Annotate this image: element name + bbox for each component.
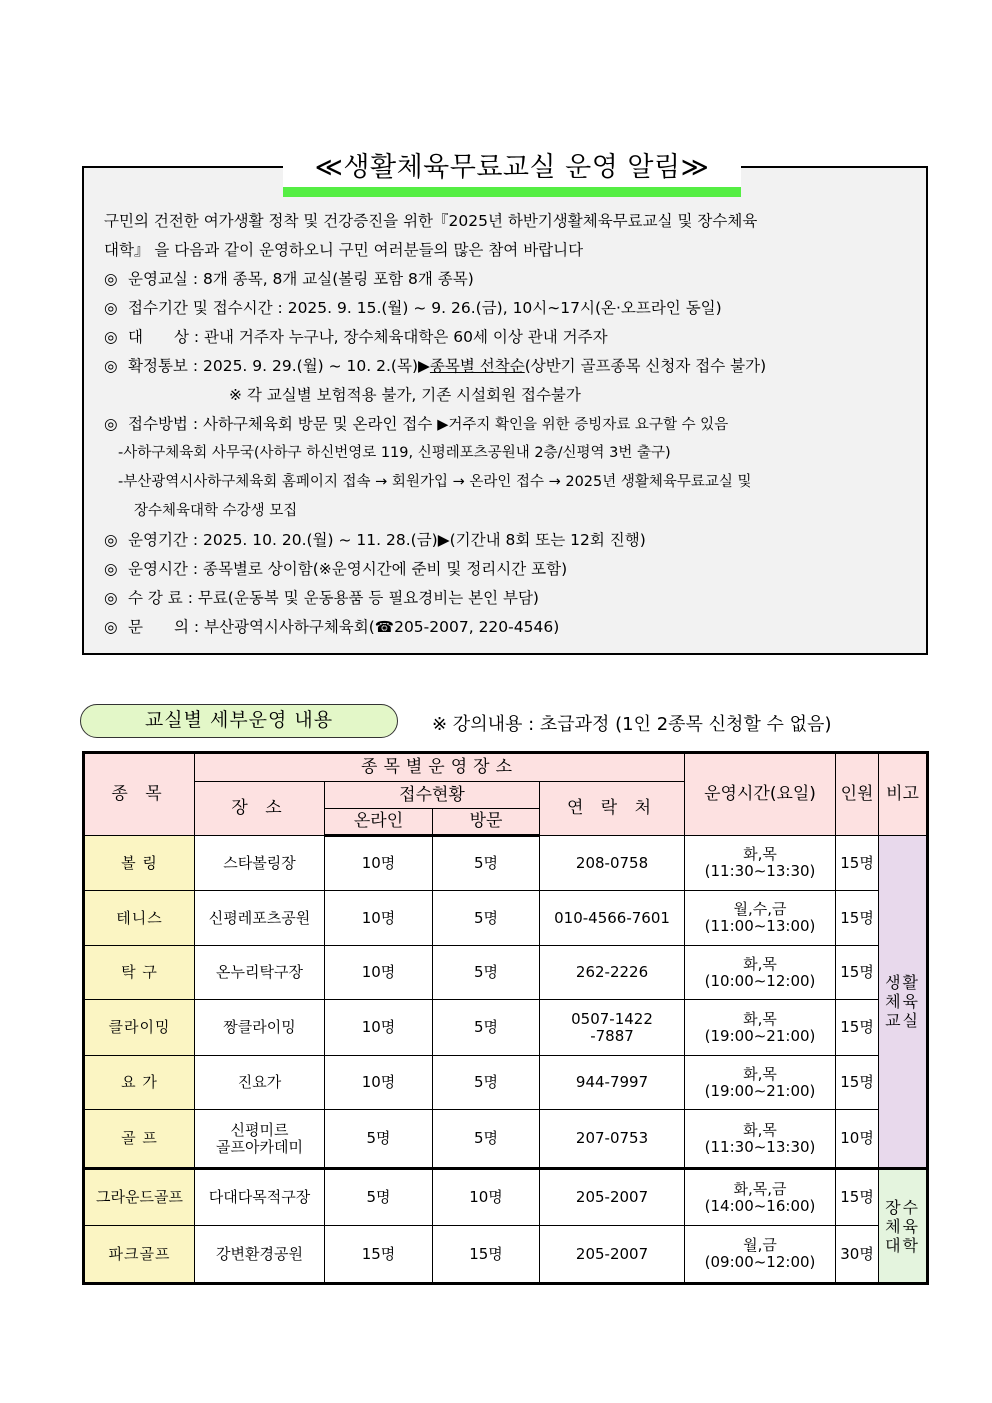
cell-sport: 파크골프 xyxy=(84,1226,195,1284)
cell-sport: 테니스 xyxy=(84,891,195,946)
item-text: 2025. 9. 29.(월) ~ 10. 2.(목)▶ xyxy=(202,357,430,375)
schedule-days: 월,금 xyxy=(743,1236,777,1254)
remarks-line: 장수 xyxy=(885,1197,920,1217)
contact-line: -7887 xyxy=(590,1026,634,1045)
item-label: 접수기간 및 접수시간 xyxy=(128,299,273,317)
notice-item-operation-period: ◎ 운영기간 : 2025. 10. 20.(월) ~ 11. 28.(금)▶(기간내 8회 또는 12회 진행) xyxy=(104,526,926,555)
cell-online: 10명 xyxy=(325,1056,433,1110)
title-underline-bar xyxy=(283,187,741,197)
cell-contact: 010-4566-7601 xyxy=(540,891,685,946)
cell-schedule xyxy=(685,1169,836,1226)
header-contact: 연 락 처 xyxy=(540,782,685,836)
cell-venue: 다대다목적구장 xyxy=(195,1169,325,1226)
item-label: 수 강 료 xyxy=(128,589,183,607)
cell-visit: 5명 xyxy=(433,1110,540,1169)
venue-line: 골프아카데미 xyxy=(216,1137,303,1156)
item-text: 무료(운동복 및 운동용품 등 필요경비는 본인 부담) xyxy=(197,589,539,607)
section-note: ※ 강의내용 : 초급과정 (1인 2종목 신청할 수 없음) xyxy=(432,714,832,735)
header-online: 온라인 xyxy=(325,809,433,836)
cell-capacity: 10명 xyxy=(836,1110,879,1169)
cell-venue: 온누리탁구장 xyxy=(195,946,325,1000)
notice-item-target: ◎ 대 상 : 관내 거주자 누구나, 장수체육대학은 60세 이상 관내 거주자 xyxy=(104,323,926,352)
cell-capacity: 15명 xyxy=(836,946,879,1000)
cell-visit: 5명 xyxy=(433,1056,540,1110)
cell-online: 10명 xyxy=(325,891,433,946)
table-row xyxy=(84,1000,928,1056)
bullet-icon: ◎ xyxy=(104,299,118,317)
cell-venue: 짱클라이밍 xyxy=(195,1000,325,1056)
method-office: -사하구체육회 사무국(사하구 하신번영로 119, 신평레포츠공원내 2층/신평역 3번 출구) xyxy=(118,445,671,461)
bullet-icon: ◎ xyxy=(104,415,118,433)
item-label: 운영시간 xyxy=(128,560,188,578)
header-sport: 종 목 xyxy=(84,753,195,836)
method-online: -부산광역시사하구체육회 홈페이지 접속 → 회원가입 → 온라인 접수 → 2025년 생활체육무료교실 및 xyxy=(118,474,752,490)
schedule-time: (11:30∼13:30) xyxy=(704,1137,816,1156)
header-capacity: 인원 xyxy=(836,753,879,836)
contact-line: 0507-1422 xyxy=(571,1009,653,1028)
table-row xyxy=(84,1110,928,1169)
bullet-icon: ◎ xyxy=(104,618,118,636)
header-remarks: 비고 xyxy=(879,753,928,836)
remarks-line: 체육 xyxy=(885,992,920,1011)
item-text: 사하구체육회 방문 및 온라인 접수 xyxy=(202,415,433,433)
cell-online: 5명 xyxy=(325,1110,433,1169)
cell-contact: 944-7997 xyxy=(540,1056,685,1110)
cell-schedule xyxy=(685,891,836,946)
cell-capacity: 15명 xyxy=(836,836,879,891)
item-text: 관내 거주자 누구나, 장수체육대학은 60세 이상 관내 거주자 xyxy=(204,328,608,346)
cell-online: 10명 xyxy=(325,836,433,891)
cell-contact: 205-2007 xyxy=(540,1169,685,1226)
cell-venue xyxy=(195,1110,325,1169)
header-schedule: 운영시간(요일) xyxy=(685,753,836,836)
cell-capacity: 30명 xyxy=(836,1226,879,1284)
venue-line: 신평미르 xyxy=(230,1120,289,1139)
bullet-icon: ◎ xyxy=(104,560,118,578)
cell-visit: 5명 xyxy=(433,946,540,1000)
cell-capacity: 15명 xyxy=(836,1169,879,1226)
schedule-time: (11:30∼13:30) xyxy=(704,862,816,880)
cell-capacity: 15명 xyxy=(836,891,879,946)
cell-sport: 골 프 xyxy=(84,1110,195,1169)
table-row xyxy=(84,891,928,946)
item-text-underlined: 종목별 선착순 xyxy=(429,357,525,375)
header-venue: 장 소 xyxy=(195,782,325,836)
method-online-cont: 장수체육대학 수강생 모집 xyxy=(134,503,298,519)
table-row xyxy=(84,946,928,1000)
schedule-days: 화,목 xyxy=(743,954,777,973)
cell-visit: 10명 xyxy=(433,1169,540,1226)
table-row xyxy=(84,836,928,891)
cell-contact xyxy=(540,1000,685,1056)
item-label: 운영기간 xyxy=(128,531,188,549)
header-row-1 xyxy=(84,753,928,782)
cell-schedule xyxy=(685,1056,836,1110)
item-label: 문 의 xyxy=(128,618,189,636)
notice-item-confirmation: ◎ 확정통보 : 2025. 9. 29.(월) ~ 10. 2.(목)▶종목별 선착순(상반기 골프종목 신청자 접수 불가) xyxy=(104,352,926,381)
notice-title-block xyxy=(283,141,741,197)
notice-item-method: ◎ 접수방법 : 사하구체육회 방문 및 온라인 접수 ▶거주지 확인을 위한 증빙자료 요구할 수 있음 xyxy=(104,410,926,439)
item-label: 대 상 xyxy=(128,328,189,346)
cell-online: 5명 xyxy=(325,1169,433,1226)
cell-online: 10명 xyxy=(325,1000,433,1056)
item-text: 8개 종목, 8개 교실(볼링 포함 8개 종목) xyxy=(202,270,474,288)
bullet-icon: ◎ xyxy=(104,328,118,346)
remarks-line: 교실 xyxy=(885,1011,920,1030)
schedule-time: (19:00∼21:00) xyxy=(704,1026,816,1045)
remarks-line: 생활 xyxy=(885,973,920,992)
cell-sport: 탁 구 xyxy=(84,946,195,1000)
cell-online: 10명 xyxy=(325,946,433,1000)
item-label: 접수방법 xyxy=(128,415,188,433)
header-venue-group: 종목별운영장소 xyxy=(195,753,685,782)
cell-contact: 207-0753 xyxy=(540,1110,685,1169)
schedule-days: 화,목 xyxy=(743,1009,777,1028)
header-registration: 접수현황 xyxy=(325,782,540,809)
cell-sport: 클라이밍 xyxy=(84,1000,195,1056)
bullet-icon: ◎ xyxy=(104,589,118,607)
bullet-icon: ◎ xyxy=(104,270,118,288)
schedule-days: 화,목,금 xyxy=(733,1179,787,1198)
table-row xyxy=(84,1056,928,1110)
cell-schedule xyxy=(685,836,836,891)
cell-schedule xyxy=(685,1110,836,1169)
item-text: 부산광역시사하구체육회(☎205-2007, 220-4546) xyxy=(204,618,560,636)
schedule-time: (10:00∼12:00) xyxy=(704,971,816,990)
remarks-line: 대학 xyxy=(885,1235,920,1255)
cell-capacity: 15명 xyxy=(836,1056,879,1110)
table-row xyxy=(84,1226,928,1284)
item-text-after: (상반기 골프종목 신청자 접수 불가) xyxy=(524,357,767,375)
notice-item-inquiry: ◎ 문 의 : 부산광역시사하구체육회(☎205-2007, 220-4546) xyxy=(104,613,926,642)
schedule-days: 화,목 xyxy=(743,845,777,863)
notice-body xyxy=(104,207,926,642)
remarks-line: 체육 xyxy=(885,1216,920,1236)
cell-venue: 강변환경공원 xyxy=(195,1226,325,1284)
schedule-time: (14:00~16:00) xyxy=(704,1196,816,1215)
notice-title: ≪생활체육무료교실 운영 알림≫ xyxy=(314,152,710,183)
cell-schedule xyxy=(685,946,836,1000)
intro-line-1: 구민의 건전한 여가생활 정착 및 건강증진을 위한『2025년 하반기생활체육무료교실 및 장수체육 xyxy=(104,212,758,230)
schedule-time: (11:00∼13:00) xyxy=(704,917,816,935)
schedule-time: (09:00~12:00) xyxy=(704,1253,816,1271)
schedule-days: 화,목 xyxy=(743,1064,777,1083)
section-badge: 교실별 세부운영 내용 xyxy=(80,704,398,738)
notice-item-operation-time: ◎ 운영시간 : 종목별로 상이함(※운영시간에 준비 및 정리시간 포함) xyxy=(104,555,926,584)
cell-online: 15명 xyxy=(325,1226,433,1284)
cell-schedule xyxy=(685,1000,836,1056)
item-text: 2025. 10. 20.(월) ~ 11. 28.(금)▶(기간내 8회 또는 12회 진행) xyxy=(202,531,646,549)
bullet-icon: ◎ xyxy=(104,357,118,375)
schedule-time: (19:00∼21:00) xyxy=(704,1081,816,1100)
item-label: 운영교실 xyxy=(128,270,188,288)
cell-venue: 신평레포츠공원 xyxy=(195,891,325,946)
intro-line-2: 대학』 을 다음과 같이 운영하오니 구민 여러분들의 많은 참여 바랍니다 xyxy=(104,241,584,259)
cell-visit: 5명 xyxy=(433,891,540,946)
header-visit: 방문 xyxy=(433,809,540,836)
cell-sport: 요 가 xyxy=(84,1056,195,1110)
item-text-small: ▶거주지 확인을 위한 증빙자료 요구할 수 있음 xyxy=(437,417,729,433)
bullet-icon: ◎ xyxy=(104,531,118,549)
item-label: 확정통보 xyxy=(128,357,188,375)
notice-item-classes: ◎ 운영교실 : 8개 종목, 8개 교실(볼링 포함 8개 종목) xyxy=(104,265,926,294)
cell-capacity: 15명 xyxy=(836,1000,879,1056)
confirmation-note: ※ 각 교실별 보험적용 불가, 기존 시설회원 접수불가 xyxy=(229,386,581,404)
notice-item-registration-period: ◎ 접수기간 및 접수시간 : 2025. 9. 15.(월) ~ 9. 26.(금), 10시∼17시(온·오프라인 동일) xyxy=(104,294,926,323)
schedule-days: 화,목 xyxy=(743,1120,777,1139)
cell-schedule xyxy=(685,1226,836,1284)
schedule-table xyxy=(82,751,929,1285)
cell-venue: 스타볼링장 xyxy=(195,836,325,891)
cell-visit: 5명 xyxy=(433,1000,540,1056)
notice-item-fee: ◎ 수 강 료 : 무료(운동복 및 운동용품 등 필요경비는 본인 부담) xyxy=(104,584,926,613)
cell-contact: 262-2226 xyxy=(540,946,685,1000)
item-text: 종목별로 상이함(※운영시간에 준비 및 정리시간 포함) xyxy=(202,560,568,578)
cell-venue: 진요가 xyxy=(195,1056,325,1110)
cell-visit: 5명 xyxy=(433,836,540,891)
item-text: 2025. 9. 15.(월) ~ 9. 26.(금), 10시∼17시(온·오프라인 동일) xyxy=(287,299,722,317)
remarks-group-lifestyle xyxy=(879,836,928,1169)
table-row xyxy=(84,1169,928,1226)
cell-sport: 볼 링 xyxy=(84,836,195,891)
cell-sport: 그라운드골프 xyxy=(84,1169,195,1226)
remarks-group-senior xyxy=(879,1169,928,1284)
cell-visit: 15명 xyxy=(433,1226,540,1284)
cell-contact: 205-2007 xyxy=(540,1226,685,1284)
cell-contact: 208-0758 xyxy=(540,836,685,891)
schedule-days: 월,수,금 xyxy=(733,900,787,918)
